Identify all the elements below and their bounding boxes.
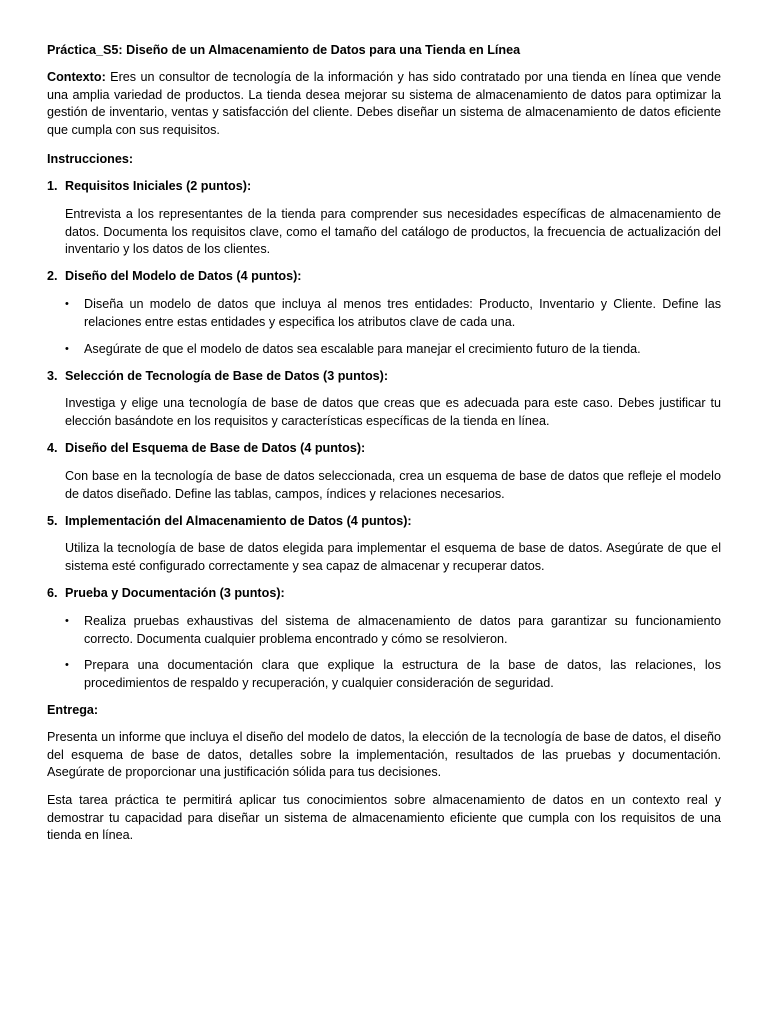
item-1-heading-text: Requisitos Iniciales (2 puntos): <box>65 179 252 193</box>
item-3-body: Investiga y elige una tecnología de base de datos que creas que es adecuada para este caso. Debes justificar tu elección basándote en los requisitos y características específicas de la tienda en línea. <box>65 396 721 428</box>
delivery-heading: Entrega: <box>47 703 99 717</box>
item-6-bullet-2-text: Prepara una documentación clara que explique la estructura de la base de datos, las relaciones, los procedimientos de respaldo y recuperación, y cualquier consideración de seguridad. <box>84 658 721 690</box>
item-2-heading-text: Diseño del Modelo de Datos (4 puntos): <box>65 269 302 283</box>
item-6-bullet-1-text: Realiza pruebas exhaustivas del sistema de almacenamiento de datos para garantizar su funcionamiento correcto. Documenta cualquier problema encontrado y cómo se resolvieron. <box>84 614 721 646</box>
item-2-bullet-2-text: Asegúrate de que el modelo de datos sea escalable para manejar el crecimiento futuro de la tienda. <box>84 342 641 356</box>
item-4-body: Con base en la tecnología de base de datos seleccionada, crea un esquema de base de datos que refleje el modelo de datos diseñado. Define las tablas, campos, índices y relaciones necesarios. <box>65 469 721 501</box>
item-6-number: 6. <box>47 586 58 600</box>
item-5-heading-text: Implementación del Almacenamiento de Datos (4 puntos): <box>65 514 412 528</box>
item-6-heading-text: Prueba y Documentación (3 puntos): <box>65 586 285 600</box>
item-6-bullet-1 <box>65 613 721 648</box>
document-title: Práctica_S5: Diseño de un Almacenamiento de Datos para una Tienda en Línea <box>47 43 521 57</box>
item-1-body: Entrevista a los representantes de la tienda para comprender sus necesidades específicas de almacenamiento de datos. Documenta los requisitos clave, como el tamaño del catálogo de productos, la frecuencia de actualización del inventario y los datos de los clientes. <box>65 207 721 256</box>
item-1-heading <box>47 178 721 196</box>
context-text: Eres un consultor de tecnología de la información y has sido contratado por una tienda en línea que vende una amplia variedad de productos. La tienda desea mejorar su sistema de almacenamiento de datos para optimizar la gestión de inventario, ventas y satisfacción del cliente. Debes diseñar un sistema de almacenamiento de datos eficiente que cumpla con sus requisitos. <box>47 70 721 137</box>
instructions-heading: Instrucciones: <box>47 152 134 166</box>
item-2-bullet-1-text: Diseña un modelo de datos que incluya al menos tres entidades: Producto, Inventario y Cliente. Define las relaciones entre estas entidades y especifica los atributos clave de cada una. <box>84 297 721 329</box>
item-6-heading <box>47 585 721 603</box>
item-5-heading <box>47 513 721 531</box>
item-2-heading <box>47 268 721 286</box>
bullet-icon: • <box>65 615 69 627</box>
item-5-number: 5. <box>47 514 58 528</box>
item-4-number: 4. <box>47 441 58 455</box>
item-5-body: Utiliza la tecnología de base de datos elegida para implementar el esquema de base de datos. Asegúrate de que el sistema esté configurado correctamente y sea capaz de almacenar y recuperar datos. <box>65 541 721 573</box>
item-3-number: 3. <box>47 369 58 383</box>
bullet-icon: • <box>65 343 69 355</box>
item-2-bullet-1 <box>65 296 721 331</box>
item-4-heading <box>47 440 721 458</box>
item-3-heading <box>47 368 721 386</box>
context-paragraph <box>47 69 721 139</box>
bullet-icon: • <box>65 659 69 671</box>
item-4-heading-text: Diseño del Esquema de Base de Datos (4 puntos): <box>65 441 366 455</box>
item-6-bullet-2 <box>65 657 721 692</box>
delivery-paragraph-1: Presenta un informe que incluya el diseño del modelo de datos, la elección de la tecnología de base de datos, el diseño del esquema de base de datos, detalles sobre la implementación, resultados de las pruebas y documentación. Asegúrate de proporcionar una justificación sólida para tus decisiones. <box>47 730 721 779</box>
delivery-paragraph-2: Esta tarea práctica te permitirá aplicar tus conocimientos sobre almacenamiento de datos en un contexto real y demostrar tu capacidad para diseñar un sistema de almacenamiento eficiente que cumpla con los requisitos de una tienda en línea. <box>47 793 721 842</box>
context-label: Contexto: <box>47 70 106 84</box>
item-2-number: 2. <box>47 269 58 283</box>
item-2-bullet-2 <box>65 341 721 359</box>
item-3-heading-text: Selección de Tecnología de Base de Datos (3 puntos): <box>65 369 389 383</box>
bullet-icon: • <box>65 298 69 310</box>
item-1-number: 1. <box>47 179 58 193</box>
